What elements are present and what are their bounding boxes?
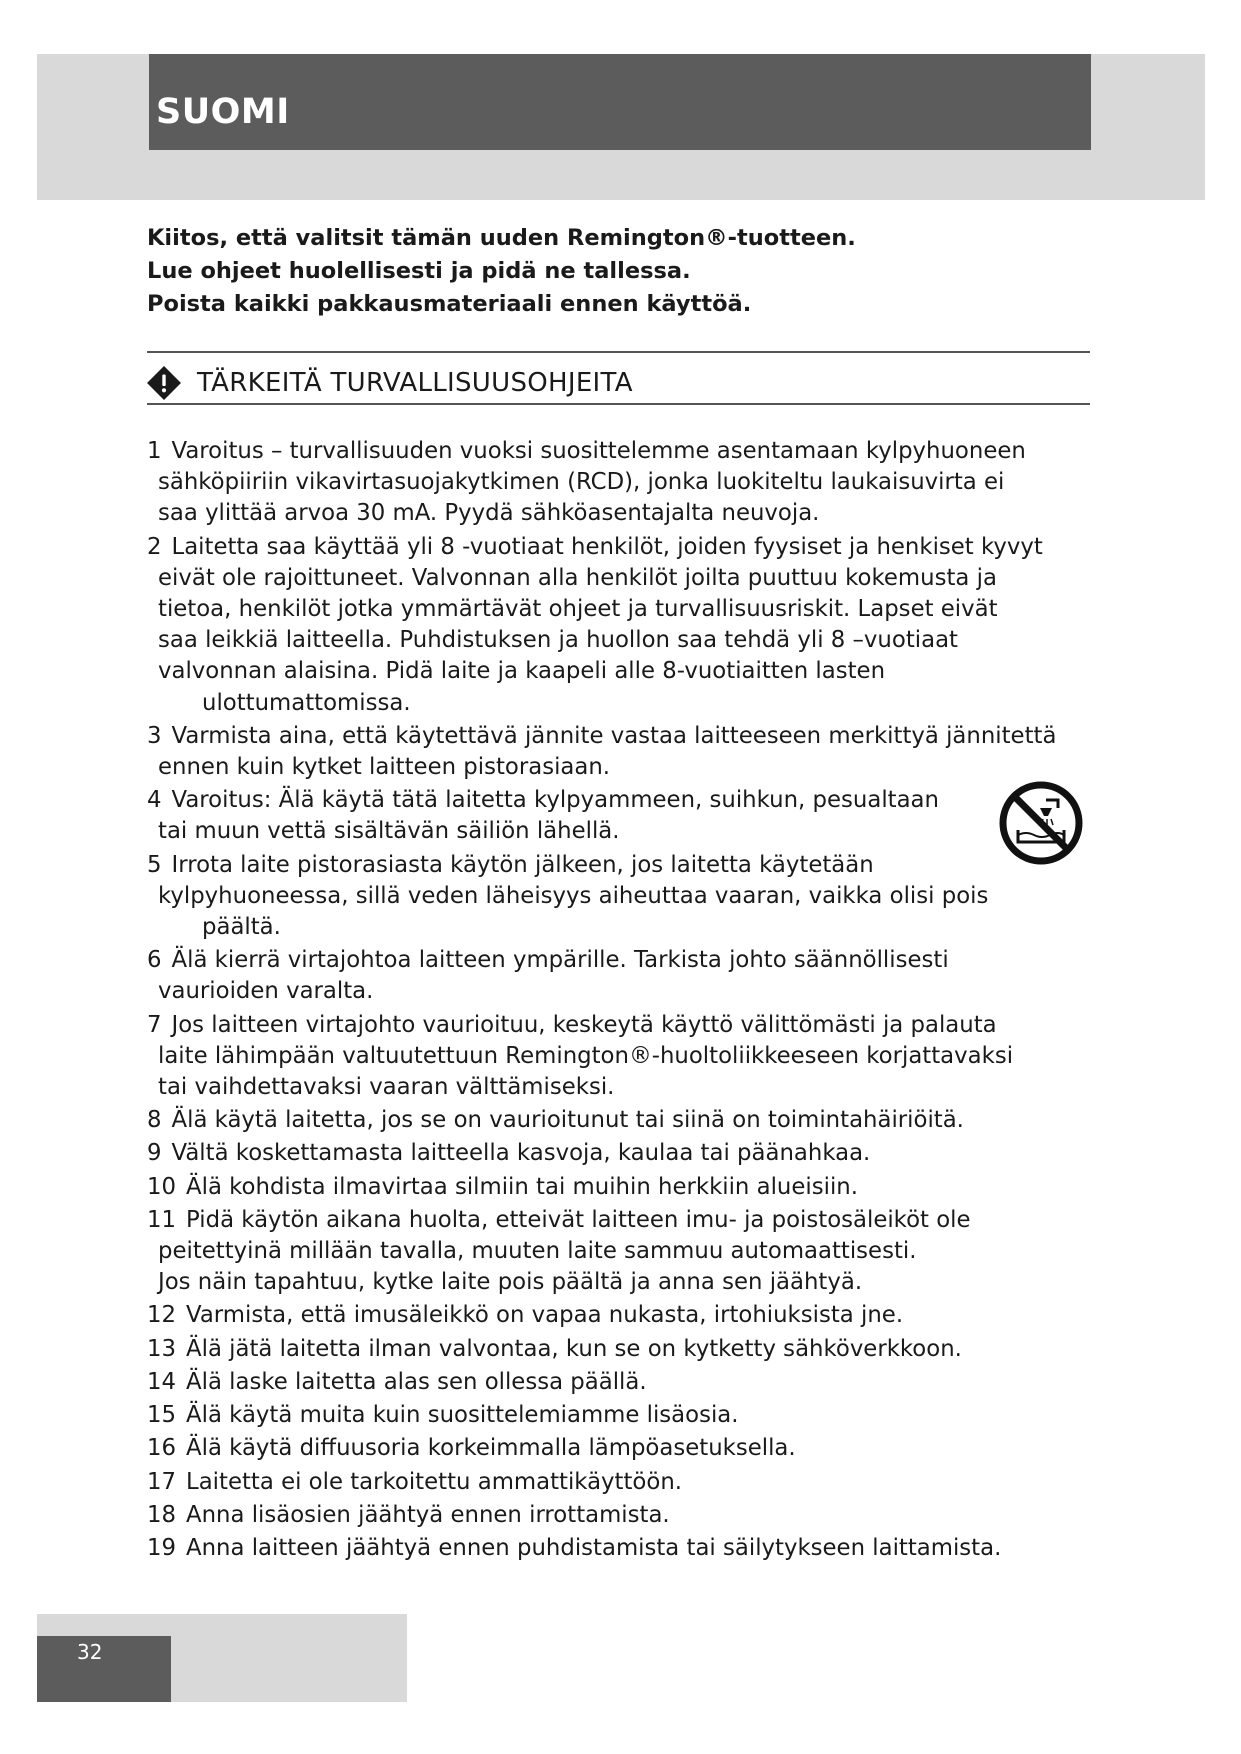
item-text-line: saa ylittää arvoa 30 mA. Pyydä sähköasentajalta neuvoja. — [158, 500, 820, 527]
page-number: 32 — [77, 1640, 103, 1664]
item-text-line: Varmista, että imusäleikkö on vapaa nukasta, irtohiuksista jne. — [186, 1302, 904, 1329]
section-title: TÄRKEITÄ TURVALLISUUSOHJEITA — [197, 368, 633, 398]
item-text-line: ulottumattomissa. — [202, 689, 411, 716]
page-title: SUOMI — [156, 92, 290, 132]
warning-icon — [147, 366, 181, 400]
item-text-line: Laitetta ei ole tarkoitettu ammattikäyttöön. — [186, 1468, 683, 1495]
list-item — [147, 1205, 1097, 1299]
item-number: 16 — [147, 1435, 177, 1462]
item-text-line: peitettyinä millään tavalla, muuten laite sammuu automaattisesti. — [158, 1238, 917, 1265]
list-item — [147, 1138, 1097, 1169]
list-item — [147, 785, 1097, 847]
divider — [147, 403, 1090, 405]
safety-instructions-list — [147, 436, 1097, 1566]
item-text-line: Älä kierrä virtajohtoa laitteen ympärille. Tarkista johto säännöllisesti — [171, 947, 949, 974]
item-text-line: vaurioiden varalta. — [158, 978, 374, 1005]
item-text-line: Vältä koskettamasta laitteella kasvoja, kaulaa tai päänahkaa. — [171, 1140, 871, 1167]
list-item — [147, 1334, 1097, 1365]
item-text-line: tietoa, henkilöt jotka ymmärtävät ohjeet ja turvallisuusriskit. Lapset eivät — [158, 596, 998, 623]
item-text-line: Älä kohdista ilmavirtaa silmiin tai muihin herkkiin alueisiin. — [186, 1173, 858, 1200]
item-number: 7 — [147, 1011, 162, 1038]
item-number: 17 — [147, 1468, 177, 1495]
item-text-line: kylpyhuoneessa, sillä veden läheisyys aiheuttaa vaaran, vaikka olisi pois — [158, 882, 989, 909]
item-text-line: Älä jätä laitetta ilman valvontaa, kun se on kytketty sähköverkkoon. — [186, 1335, 962, 1362]
list-item — [147, 436, 1097, 530]
list-item — [147, 1010, 1097, 1104]
item-text-line: valvonnan alaisina. Pidä laite ja kaapeli alle 8-vuotiaitten lasten — [158, 658, 886, 685]
list-item — [147, 721, 1097, 783]
list-item — [147, 1467, 1097, 1498]
item-text-line: ennen kuin kytket laitteen pistorasiaan. — [158, 754, 611, 781]
item-number: 13 — [147, 1335, 177, 1362]
list-item — [147, 945, 1097, 1007]
item-number: 5 — [147, 851, 162, 878]
divider — [147, 351, 1090, 353]
item-text-line: tai muun vettä sisältävän säiliön lähellä. — [158, 818, 620, 845]
item-text-line: saa leikkiä laitteella. Puhdistuksen ja huollon saa tehdä yli 8 –vuotiaat — [158, 627, 958, 654]
item-number: 3 — [147, 722, 162, 749]
header-bar — [149, 54, 1091, 150]
item-text-line: tai vaihdettavaksi vaaran välttämiseksi. — [158, 1074, 615, 1101]
list-item — [147, 1367, 1097, 1398]
list-item — [147, 1172, 1097, 1203]
item-text-line: eivät ole rajoittuneet. Valvonnan alla henkilöt joilta puuttuu kokemusta ja — [158, 564, 997, 591]
item-text-line: Irrota laite pistorasiasta käytön jälkeen, jos laitetta käytetään — [171, 851, 874, 878]
list-item — [147, 1105, 1097, 1136]
item-text-line: Pidä käytön aikana huolta, etteivät laitteen imu- ja poistosäleiköt ole — [186, 1206, 971, 1233]
footer-box — [37, 1636, 171, 1702]
item-text-line: Anna laitteen jäähtyä ennen puhdistamista tai säilytykseen laittamista. — [186, 1534, 1002, 1561]
intro-text — [147, 222, 1047, 321]
item-text-line: Älä käytä muita kuin suosittelemiamme lisäosia. — [186, 1402, 739, 1429]
no-bathtub-warning-icon — [996, 778, 1086, 868]
item-number: 1 — [147, 438, 162, 464]
item-number: 11 — [147, 1206, 177, 1233]
list-item — [147, 1533, 1097, 1564]
item-text-line: Älä käytä laitetta, jos se on vaurioitunut tai siinä on toimintahäiriöitä. — [171, 1107, 964, 1134]
item-text-line: Älä laske laitetta alas sen ollessa päällä. — [186, 1368, 647, 1395]
item-text-line: Varoitus: Älä käytä tätä laitetta kylpyammeen, suihkun, pesualtaan — [171, 787, 939, 814]
list-item — [147, 1300, 1097, 1331]
item-number: 10 — [147, 1173, 177, 1200]
list-item — [147, 532, 1097, 719]
item-text-line: sähköpiiriin vikavirtasuojakytkimen (RCD), jonka luokiteltu laukaisuvirta ei — [158, 469, 1005, 496]
item-text-line: Anna lisäosien jäähtyä ennen irrottamista. — [186, 1501, 670, 1528]
section-heading — [147, 363, 633, 403]
intro-line: Poista kaikki pakkausmateriaali ennen käyttöä. — [147, 291, 752, 317]
item-text-line: Laitetta saa käyttää yli 8 -vuotiaat henkilöt, joiden fyysiset ja henkiset kyvyt — [171, 533, 1043, 560]
item-number: 8 — [147, 1107, 162, 1134]
item-number: 15 — [147, 1402, 177, 1429]
item-text-line: Varoitus – turvallisuuden vuoksi suosittelemme asentamaan kylpyhuoneen — [171, 438, 1026, 464]
item-number: 12 — [147, 1302, 177, 1329]
intro-line: Lue ohjeet huolellisesti ja pidä ne tallessa. — [147, 258, 691, 284]
item-number: 14 — [147, 1368, 177, 1395]
list-item — [147, 1400, 1097, 1431]
item-text-line: Jos näin tapahtuu, kytke laite pois päältä ja anna sen jäähtyä. — [158, 1269, 863, 1296]
intro-line: Kiitos, että valitsit tämän uuden Remington®-tuotteen. — [147, 225, 856, 251]
item-number: 19 — [147, 1534, 177, 1561]
list-item — [147, 1433, 1097, 1464]
list-item — [147, 1500, 1097, 1531]
item-number: 2 — [147, 533, 162, 560]
item-number: 18 — [147, 1501, 177, 1528]
item-number: 6 — [147, 947, 162, 974]
list-item — [147, 850, 1097, 944]
item-number: 9 — [147, 1140, 162, 1167]
item-text-line: laite lähimpään valtuutettuun Remington®-huoltoliikkeeseen korjattavaksi — [158, 1042, 1014, 1069]
item-text-line: Älä käytä diffuusoria korkeimmalla lämpöasetuksella. — [186, 1435, 796, 1462]
item-number: 4 — [147, 787, 162, 814]
item-text-line: Jos laitteen virtajohto vaurioituu, keskeytä käyttö välittömästi ja palauta — [171, 1011, 997, 1038]
item-text-line: päältä. — [202, 914, 281, 941]
item-text-line: Varmista aina, että käytettävä jännite vastaa laitteeseen merkittyä jännitettä — [171, 722, 1057, 749]
